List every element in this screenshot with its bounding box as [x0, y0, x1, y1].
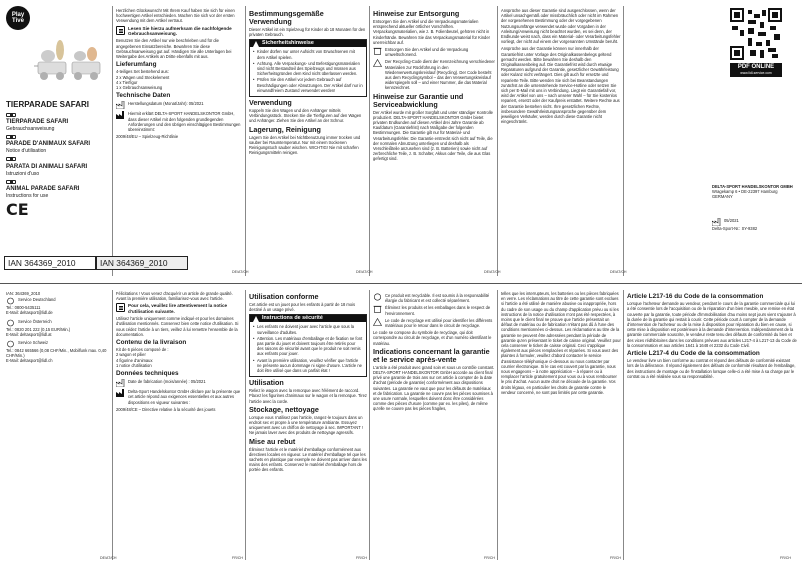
fr-column-1: [116, 291, 242, 553]
safety-title: Sicherheitshinweise: [262, 40, 314, 47]
safety-header: [250, 315, 366, 322]
product-illustration: [34, 36, 106, 92]
language-title: TIERPARADE SAFARI: [6, 119, 69, 126]
disposal-text: Éliminez l'article et le matériel d'emballage conformément aux directives locales en vigueur. Le matériel d'emballage tel que les sachets en plastique par exemple ne doivent pas arriver dans les mains des enfants. Conservez le matériel d'emballage hors de portée des enfants.: [249, 446, 367, 473]
disposal-row: [373, 47, 495, 57]
safety-item: • Achtung. Alle Verpackungs- und Befestigungsmaterialien sind nicht Bestandteil des Spielzeugs und müssen aus Sicherheitsgründen dem Kind nicht überlassen werden.: [253, 61, 363, 77]
usage-title: Utilisation: [249, 378, 284, 388]
service-email[interactable]: E-Mail: deltasport@lidl.de: [6, 310, 53, 316]
ian-label: IAN 364369_2010: [96, 256, 188, 270]
language-title: ANIMAL PARADE SAFARI: [6, 185, 80, 192]
usage-text: Reliez le wagon avec la remorque avec l'élément de raccord. Placez les figurines d'animaux sur le wagon et la remorque. Tirez l'article avec la corde.: [249, 388, 367, 404]
distributor-block: [712, 184, 798, 200]
tech-date: Herstellungsdatum (Monat/Jahr): 05/2021: [128, 101, 204, 107]
legal-article-title: Article L217-16 du Code de la consommation: [627, 293, 764, 300]
tech-decl-row: [116, 389, 242, 405]
page-footer: DE/AT/CH: [100, 556, 117, 560]
service-country: Service Schweiz: [18, 340, 49, 346]
storage-title: Lagerung, Reinigung: [249, 124, 321, 134]
fold-line: [112, 290, 113, 560]
page-footer: DE/AT/CH: [356, 270, 373, 274]
language-subtitle: Gebrauchsanweisung: [6, 126, 55, 133]
fold-line: [623, 6, 624, 276]
fold-line: [245, 6, 246, 276]
tech-text: Hiermit erklärt DELTA-SPORT HANDELSKONTOR GmbH, dass dieser Artikel mit den folgenden grundlegenden Anforderungen und den übrigen einschlägigen Bestimmungen übereinstimmt:: [128, 111, 241, 133]
waste-bin-icon: [373, 305, 382, 313]
service-icon: [6, 297, 15, 305]
disposal-icon-text: Entsorgen Sie den Artikel und die Verpackung umweltschonend.: [385, 47, 469, 58]
safety-item: • Les enfants ne doivent jouer avec l'article que sous la surveillance d'adultes.: [253, 324, 363, 334]
tech-decl-row: [116, 111, 242, 132]
tech-date-row: [116, 379, 242, 387]
de-at-ch-flag-icon: [6, 113, 16, 117]
delta-sport-number: Delta-Sport-Nr.: SY-9382: [712, 226, 758, 231]
factory-icon: [712, 218, 721, 226]
page-footer: DE/AT/CH: [484, 270, 501, 274]
language-subtitle: Notice d'utilisation: [6, 148, 47, 155]
tech-title: Technische Daten: [116, 92, 171, 100]
use-text: Cet article est un jouet pour les enfants à partir de 18 mois destiné à un usage privé.: [249, 302, 356, 313]
delivery-item: 1 notice d'utilisation: [116, 362, 152, 368]
intro-text: Herzlichen Glückwunsch! Mit Ihrem Kauf haben Sie sich für einen hochwertigen Artikel entschieden. Machen Sie sich vor der ersten Verwendung mit dem Artikel vertraut.: [116, 8, 235, 24]
service-icon: [6, 340, 15, 348]
notice-text: Lesen Sie hierzu aufmerksam die nachfolgende Gebrauchsanweisung.: [128, 25, 232, 37]
recycling-row: [373, 318, 495, 328]
legal-article-text: Lorsque l'acheteur demande au vendeur, pendant le cours de la garantie commerciale qui lui a été consentie lors de l'acquisition ou de la réparation d'un bien meuble, une remise en état couverte par la garantie, toute période d'immobilisation d'au moins sept jours vient s'ajouter à la durée de la garantie qui restait à courir. Cette période court à compter de la demande d'intervention de l'acheteur ou de la mise à disposition pour réparation du bien en cause, si cette mise à disposition est postérieure à la demande d'intervention. Indépendamment de la garantie commerciale souscrite, le vendeur reste tenu des défauts de conformité du bien et des vices rédhibitoires dans les conditions prévues aux articles L217-4 à L217-13 du Code de la consommation et aux articles 1641 à 1648 et 2232 du Code Civil.: [627, 301, 797, 348]
use-text: Dieser Artikel ist ein Spielzeug für Kinder ab 18 Monaten für den privaten Gebrauch.: [249, 27, 366, 38]
legal-article-text: Le vendeur livre un bien conforme au contrat et répond des défauts de conformité existant lors de la délivrance. Il répond également des défauts de conformité résultant de l'emballage, des instructions de montage ou de l'installation lorsque celle-ci a été mise à sa charge par le contrat ou a été réalisée sous sa responsabilité.: [627, 358, 796, 379]
tech-date: Date de fabrication (mois/année) : 05/2021: [128, 379, 206, 385]
production-date-row: [712, 218, 798, 226]
warranty-text-3: Ansprüche aus der Garantie können nur innerhalb der Garantiefrist unter Vorlage des Originalkassenbelegs geltend gemacht werden. Bitte bewahren Sie deshalb den Originalkassenbeleg auf. Die Garantiefrist wird durch etwaige Reparaturen aufgrund der Garantie, gesetzlicher Gewährleistung oder Kulanz nicht verlängert. Dies gilt auch für ersetzte und reparierte Teile. Bitte wenden Sie sich bei Beanstandungen zunächst an die untenstehende Service-Hotline oder setzen Sie sich per E-Mail mit uns in Verbindung. Liegt ein Garantiefall vor, wird der Artikel von uns – nach unserer Wahl – für Sie kostenlos repariert, ersetzt oder der Kaufpreis erstattet. Weitere Rechte aus der Garantie bestehen nicht. Ihre gesetzlichen Rechte, insbesondere Gewährleistungsansprüche gegenüber dem jeweiligen Verkäufer, werden durch diese Garantie nicht eingeschränkt.: [501, 46, 620, 125]
ian-label: IAN 364369_2010: [4, 256, 96, 270]
service-entry: [6, 319, 110, 337]
ian-number: IAN: 364369_2010: [6, 291, 41, 296]
use-title: Bestimmungsgemäße Verwendung: [249, 9, 324, 26]
fr-column-5: [627, 291, 797, 553]
warranty-text-2: Ansprüche aus dieser Garantie sind ausgeschlossen, wenn der Artikel unsachgemäß oder missbräuchlich oder nicht im Rahmen der vorgesehenen Bestimmung oder der vorgegebenen Nutzungsumfänge verwendet wurde oder Vorgaben in der Anleitung/Anweisung nicht beachtet wurden, es sei denn, der Endkunde weist nach, dass ein Material- oder Verarbeitungsfehler vorliegt, der nicht auf einem der vorgenannten Umstände beruht.: [501, 8, 621, 45]
storage-text: Lagern Sie den Artikel bei Nichtbenutzung immer trocken und sauber bei Raumtemperatur. Nur mit einem trockenen Reinigungstuch sauber wischen. WICHTIG! Nie mit scharfen Reinigungsmitteln reinigen.: [249, 134, 361, 156]
service-phone[interactable]: Tel.: 0842 665566 (0,08 CHF/Min., Mobilfunk max. 0,40 CHF/Min.): [6, 348, 107, 359]
storage-text: Lorsque vous n'utilisez pas l'article, rangez-le toujours dans un endroit sec et propre à une température ambiante. Essuyez uniquement avec un chiffon de nettoyage à sec. IMPORTANT ! Ne jamais laver avec des produits de nettoyage agressifs.: [249, 414, 363, 436]
distributor-address: Wragekamp 6 • DE-22397 Hamburg: [712, 189, 778, 195]
page-footer: FR/CH: [780, 556, 791, 560]
safety-item: • Kinder dürfen nur unter Aufsicht von Erwachsenen mit dem Artikel spielen.: [253, 49, 363, 59]
intro-text: Félicitations ! Vous venez d'acquérir un article de grande qualité. Avant la première utilisation, familiarisez-vous avec l'article.: [116, 291, 233, 302]
service-icon: [6, 319, 15, 327]
fold-line: [497, 6, 498, 276]
tech-title: Données techniques: [116, 370, 179, 378]
page-footer: DE/AT/CH: [232, 270, 249, 274]
use-title: Utilisation conforme: [249, 292, 319, 301]
notice-text: Pour cela, veuillez lire attentivement la notice d'utilisation suivante.: [128, 303, 228, 314]
logo-text: Play Tive: [11, 12, 25, 24]
pdf-online-url: www.lidl-service.com: [740, 71, 772, 75]
safety-box: [249, 314, 367, 377]
delivery-item: 2 x Wagen und Steckelement: [116, 74, 170, 80]
fold-line: [369, 290, 370, 560]
delivery-item: Kit de 6 pièces composé de :: [116, 347, 169, 353]
recycling-row: [373, 59, 495, 90]
service-contact-column: [6, 291, 110, 553]
factory-filled-icon: [116, 111, 125, 119]
pdf-online-badge[interactable]: [730, 63, 782, 77]
de-column-2: [249, 8, 367, 280]
disposal-title: Mise au rebut: [249, 436, 296, 446]
warranty-text: Der Artikel wurde mit großer Sorgfalt und unter ständiger Kontrolle produziert. DELTA-SPORT HANDELSKONTOR GmbH bietet privaten Endkunden auf diesen Artikel drei Jahre Garantie ab Kaufdatum (Garantiefrist) nach Maßgabe der folgenden Bestimmungen. Die Garantie gilt nur für Material- und Verarbeitungsfehler. Die Garantie erstreckt sich nicht auf Teile, die der normalen Abnutzung unterliegen und deshalb als Verschleißteile anzusehen sind (z. B. Batterien) sowie nicht auf zerbrechliche Teile, z. B. Schalter, Akkus oder Teile, die aus Glas gefertigt sind.: [373, 109, 493, 162]
delivery-item: 4-teiliges Set bestehend aus:: [116, 69, 169, 75]
delivery-item: 2 wagon et pilier: [116, 352, 146, 358]
fold-line: [245, 290, 246, 560]
page-footer: DE/AT/CH: [610, 270, 627, 274]
disposal-row: [373, 305, 495, 315]
usage-text: Koppeln Sie den Wagen und den Anhänger mittels Verbindungsstück. Stecken Sie die Tierfiguren auf den Wagen und Anhänger. Ziehen Sie den Artikel an der Schnur.: [249, 108, 362, 124]
service-email[interactable]: E-Mail: deltasport@lidl.at: [6, 331, 52, 337]
manual-icon: [116, 303, 125, 312]
manual-icon: [116, 26, 125, 35]
service-entry: [6, 340, 110, 364]
safety-item: • Avant la première utilisation, veuillez vérifier que l'article ne présente aucun dommage ni signe d'usure. L'article ne doit être utilisé que dans un parfait état !: [253, 358, 363, 374]
page-footer: FR/CH: [610, 556, 621, 560]
disposal-icon-text: Éliminez les produits et les emballages dans le respect de l'environnement.: [385, 305, 491, 316]
it-ch-flag-icon: [6, 157, 16, 161]
page-footer: FR/CH: [356, 556, 367, 560]
gb-ie-flag-icon: [6, 180, 16, 184]
delivery-item: 4 figurine d'animaux: [116, 357, 153, 363]
warning-icon: [253, 316, 259, 322]
read-notice: [116, 26, 242, 37]
product-title: TIERPARADE SAFARI: [6, 100, 89, 109]
fr-column-3: [373, 291, 495, 553]
fr-ch-flag-icon: [6, 135, 16, 139]
fr-column-4: [501, 291, 621, 553]
production-info: [712, 218, 798, 231]
safety-title: Instructions de sécurité: [262, 315, 323, 322]
language-subtitle: Instructions for use: [6, 192, 49, 199]
service-phone[interactable]: Tel.: 0800-5435111: [6, 305, 41, 311]
tech-date-row: [116, 101, 242, 109]
recycling-icon: [373, 318, 382, 326]
pdf-online-label: PDF ONLINE: [737, 64, 775, 70]
usage-title: Verwendung: [249, 98, 292, 108]
fold-line: [369, 6, 370, 276]
language-title: PARADE D'ANIMAUX SAFARI: [6, 141, 90, 148]
de-column-1: [116, 8, 242, 280]
de-column-4: [501, 8, 621, 280]
safety-header: [250, 40, 366, 47]
language-title: PARATA DI ANIMALI SAFARI: [6, 163, 88, 170]
factory-icon: [116, 101, 125, 109]
language-subtitle: Istruzioni d'uso: [6, 170, 40, 177]
safety-box: [249, 39, 367, 97]
disposal-title: Hinweise zur Entsorgung: [373, 9, 460, 18]
distributor-country: GERMANY: [712, 194, 733, 200]
disposal-text-2: Le code se compose du symbole de recyclage, qui doit correspondre au circuit de recyclage, et d'un numéro identifiant le matériau.: [373, 330, 492, 346]
triman-icon: [373, 293, 382, 301]
page-footer: FR/CH: [484, 556, 495, 560]
waste-bin-icon: [373, 47, 382, 55]
delivery-title: Lieferumfang: [116, 61, 157, 69]
service-email[interactable]: E-Mail: deltasport@lidl.ch: [6, 358, 53, 364]
read-notice: [116, 303, 242, 314]
page-footer: FR/CH: [232, 556, 243, 560]
delivery-title: Contenu de la livraison: [116, 339, 187, 347]
de-column-3: [373, 8, 495, 280]
delivery-item: 1 x Gebrauchsanweisung: [116, 85, 163, 91]
intro-text-2: Utilisez l'article uniquement comme indiqué et pour les domaines d'utilisation mentionnés. Conservez bien cette notice d'utilisation. Si vous cédez l'article à un tiers, veillez à lui remettre l'ensemble de la documentation.: [116, 316, 239, 337]
warranty-text: L'article a été produit avec grand soin et sous un contrôle constant. DELTA-SPORT HANDELSKONTOR GmbH accorde au client final privé une garantie de trois ans sur cet article à compter de la date d'achat (période de garantie) conformément aux dispositions suivantes. La garantie ne vaut que pour les défauts de matériaux et de fabrication. La garantie ne couvre pas les pièces soumises à une usure normale, lesquelles doivent donc être considérées comme des pièces d'usure (comme par ex. les piles), de même qu'elle ne couvre pas les pièces fragiles,: [373, 364, 495, 412]
intro-text-2: Benutzen Sie den Artikel nur wie beschrieben und für die angegebenen Einsatzbereiche. Bewahren Sie diese Gebrauchsanweisung gut auf. Händigen Sie alle Unterlagen bei Weitergabe des Artikels an Dritte ebenfalls mit aus.: [116, 38, 232, 60]
service-country: Service Österreich: [18, 318, 52, 324]
language-block: [6, 113, 110, 132]
legal-article-title: Article L217-4 du Code de la consommation: [627, 350, 760, 358]
service-phone[interactable]: Tel.: 0820 201 222 (0,15 EUR/Min.): [6, 326, 71, 332]
warranty-title: Indications concernant la garantie et le service après-vente: [373, 346, 490, 364]
fr-column-2: [249, 291, 367, 553]
disposal-text: Entsorgen Sie den Artikel und die Verpackungsmaterialien entsprechend aktueller örtlicher Vorschriften. Verpackungsmaterialien, wie z. B. Folienbeutel, gehören nicht in Kinderhände. Bewahren Sie das Verpackungsmaterial für Kinder unerreichbar auf.: [373, 19, 490, 45]
service-entry: [6, 297, 110, 315]
disposal-icon-text: Ce produit est recyclable. Il est soumis à la responsabilité élargie du fabricant et est collecté séparément.: [385, 293, 490, 304]
warranty-text-2: telles que les interrupteurs, les batteries ou les pièces fabriquées en verre. Les réclamations au titre de cette garantie sont exclues si l'article a été utilisé de manière abusive ou inappropriée, hors du cadre de son usage ou du champ d'application prévu ou si les instructions de la notice d'utilisation n'ont pas été respectées, à moins que le client final ne prouve que l'article présentait un défaut de matériau ou de fabrication n'étant pas dû à l'une des conditions mentionnées ci-dessus. Les réclamations au titre de la garantie ne peuvent être adressées pendant la période de garantie qu'en présentant le ticket de caisse original. Veuillez pour cela conserver le ticket de caisse original. Ceci s'applique également aux pièces remplacées et réparées. Si vous avez des plaintes à formuler, veuillez d'abord contacter le service d'assistance téléphonique ci-dessous ou nous contacter par courrier électronique. Si le cas est couvert par la garantie, nous nous engageons – à notre appréciation – à réparer ou à remplacer l'article gratuitement pour vous ou à vous rembourser le prix d'achat. Aucun autre droit ne découle de la garantie. Vos droits légaux, en particulier les droits de garantie contre le vendeur concerné, ne sont pas limités par cette garantie.: [501, 291, 621, 395]
fold-line: [112, 6, 113, 276]
language-block: [6, 180, 110, 199]
fold-line: [623, 290, 624, 560]
fold-divider: [0, 283, 802, 284]
delivery-item: 4 x Tierfigur: [116, 79, 138, 85]
ce-mark-icon: CE: [6, 199, 29, 218]
tech-text: Delta-Sport Handelskontor GmbH déclare par la présente que cet article répond aux exigences essentielles et aux autres dispositions en vigueur suivantes :: [128, 389, 241, 405]
warranty-title: Hinweise zur Garantie und Serviceabwicklung: [373, 91, 464, 109]
production-date: 05/2021: [724, 218, 739, 223]
recycling-text: Le code de recyclage est utilisé pour identifier les différents matériaux pour le retour dans le circuit de recyclage.: [385, 317, 493, 329]
cover-title-block: [6, 100, 110, 218]
warning-icon: [253, 41, 259, 47]
safety-item: • Attention. Les matériaux d'emballage et de fixation ne font pas partie du jouet et doivent toujours être retirés pour des raisons de sécurité avant que le produit ne soit remis aux enfants pour jouer.: [253, 336, 363, 357]
tech-norm: 2009/48/EU – Spielzeug-Richtlinie: [116, 134, 179, 140]
brand-logo: [6, 6, 30, 30]
factory-filled-icon: [116, 389, 125, 397]
disposal-row: [373, 293, 495, 303]
storage-title: Stockage, nettoyage: [249, 404, 319, 414]
safety-item: • Prüfen Sie den Artikel vor jedem Gebrauch auf Beschädigungen oder Abnutzungen. Der Artikel darf nur in einwandfreiem Zustand verwendet werden!: [253, 77, 363, 93]
distributor-name: DELTA-SPORT HANDELSKONTOR GMBH: [712, 184, 793, 189]
qr-code-icon: [730, 8, 782, 60]
recycling-text: Der Recycling-Code dient der Kennzeichnung verschiedener Materialien zur Rückführung in den Wiederverwertungskreislauf (Recycling). Der Code besteht aus dem Recyclingsymbol – das den Verwertungskreislauf widerspiegeln soll – und einer Nummer, die das Material kennzeichnet.: [385, 59, 495, 91]
tech-norm: 2009/48/CE – Directive relative à la sécurité des jouets: [116, 406, 216, 412]
fold-line: [497, 290, 498, 560]
language-block: [6, 157, 110, 176]
recycling-icon: [373, 59, 382, 67]
factory-icon: [116, 379, 125, 387]
service-country: Service Deutschland: [18, 297, 56, 303]
language-block: [6, 135, 110, 154]
